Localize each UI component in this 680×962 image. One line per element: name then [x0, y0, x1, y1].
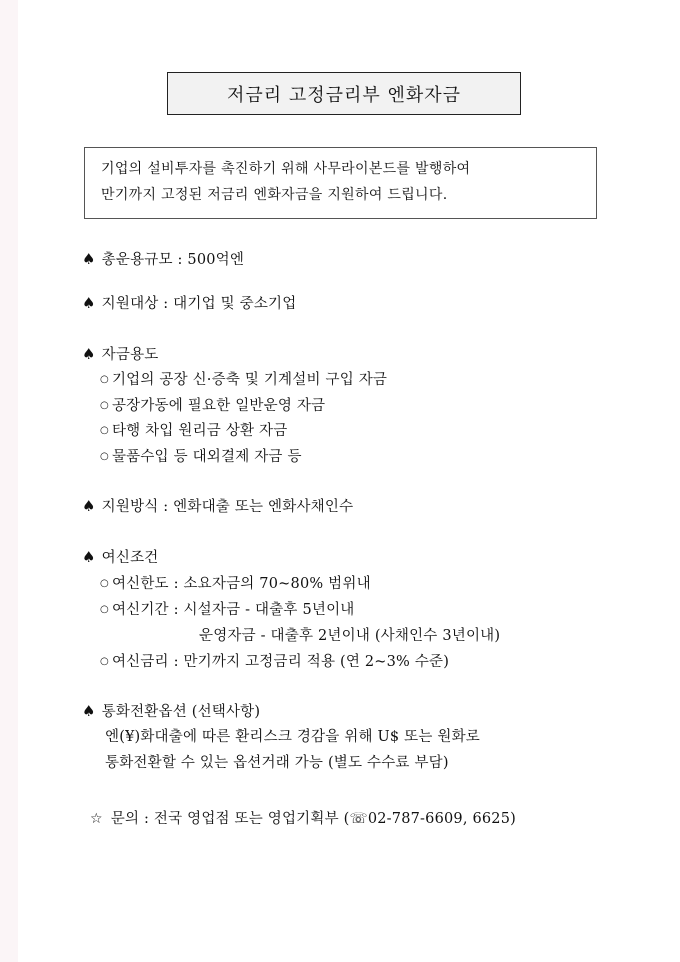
- phone-icon: ☏: [349, 811, 368, 827]
- circle-icon: ○: [100, 578, 109, 589]
- intro-line-1: 기업의 설비투자를 촉진하기 위해 사무라이본드를 발행하여: [101, 161, 471, 177]
- option-line-1: [105, 725, 480, 746]
- method-item: [82, 495, 353, 516]
- condition-rate-text: 여신금리 : 만기까지 고정금리 적용 (연 2~3% 수준): [111, 654, 450, 670]
- spade-icon: ♠: [82, 345, 96, 363]
- option-line-2: [105, 751, 449, 772]
- usage-item: [100, 394, 325, 415]
- method-text: 지원방식 : 엔화대출 또는 엔화사채인수: [101, 499, 354, 515]
- option-heading-text: 통화전환옵션 (선택사항): [101, 704, 261, 720]
- option-line-1-text: 엔(¥)화대출에 따른 환리스크 경감을 위해 U$ 또는 원화로: [105, 729, 480, 745]
- spade-icon: ♠: [82, 548, 96, 566]
- option-line-2-text: 통화전환할 수 있는 옵션거래 가능 (별도 수수료 부담): [105, 755, 449, 771]
- usage-item-text: 기업의 공장 신·증축 및 기계설비 구입 자금: [111, 372, 388, 388]
- circle-icon: ○: [100, 604, 109, 615]
- condition-period-text: 여신기간 : 시설자금 - 대출후 5년이내: [111, 602, 355, 618]
- condition-rate: [100, 650, 449, 671]
- circle-icon: ○: [100, 451, 109, 462]
- usage-item-text: 물품수입 등 대외결제 자금 등: [111, 449, 302, 465]
- total-size-text: 총운용규모 : 500억엔: [101, 252, 245, 268]
- contact-prefix: 문의 : 전국 영업점 또는 영업기획부 (: [110, 811, 350, 827]
- target-text: 지원대상 : 대기업 및 중소기업: [101, 296, 297, 312]
- target-item: [82, 292, 296, 313]
- spade-icon: ♠: [82, 250, 96, 268]
- circle-icon: ○: [100, 656, 109, 667]
- usage-item: [100, 419, 287, 440]
- condition-period: [100, 598, 355, 619]
- star-outline-icon: ☆: [90, 811, 103, 827]
- usage-item: [100, 445, 302, 466]
- condition-limit: [100, 572, 371, 593]
- intro-box: [84, 147, 597, 219]
- total-size-item: [82, 248, 244, 269]
- contact-numbers: 02-787-6609, 6625): [367, 811, 517, 827]
- conditions-heading-text: 여신조건: [101, 550, 159, 566]
- condition-limit-text: 여신한도 : 소요자금의 70~80% 범위내: [111, 576, 371, 592]
- circle-icon: ○: [100, 374, 109, 385]
- title-text: 저금리 고정금리부 엔화자금: [226, 84, 462, 106]
- intro-line-2: 만기까지 고정된 저금리 엔화자금을 지원하여 드립니다.: [101, 187, 448, 203]
- circle-icon: ○: [100, 400, 109, 411]
- condition-period-2: [199, 624, 500, 645]
- usage-item-text: 타행 차입 원리금 상환 자금: [111, 423, 288, 439]
- usage-item: [100, 368, 387, 389]
- page-edge: [0, 0, 18, 962]
- page-title: [167, 72, 521, 115]
- spade-icon: ♠: [82, 294, 96, 312]
- option-heading: [82, 700, 260, 721]
- conditions-heading: [82, 546, 158, 567]
- condition-period-2-text: 운영자금 - 대출후 2년이내 (사채인수 3년이내): [199, 628, 501, 644]
- spade-icon: ♠: [82, 702, 96, 720]
- contact-line: [90, 807, 516, 828]
- usage-heading-text: 자금용도: [101, 347, 159, 363]
- spade-icon: ♠: [82, 497, 96, 515]
- usage-item-text: 공장가동에 필요한 일반운영 자금: [111, 398, 326, 414]
- usage-heading: [82, 343, 158, 364]
- circle-icon: ○: [100, 425, 109, 436]
